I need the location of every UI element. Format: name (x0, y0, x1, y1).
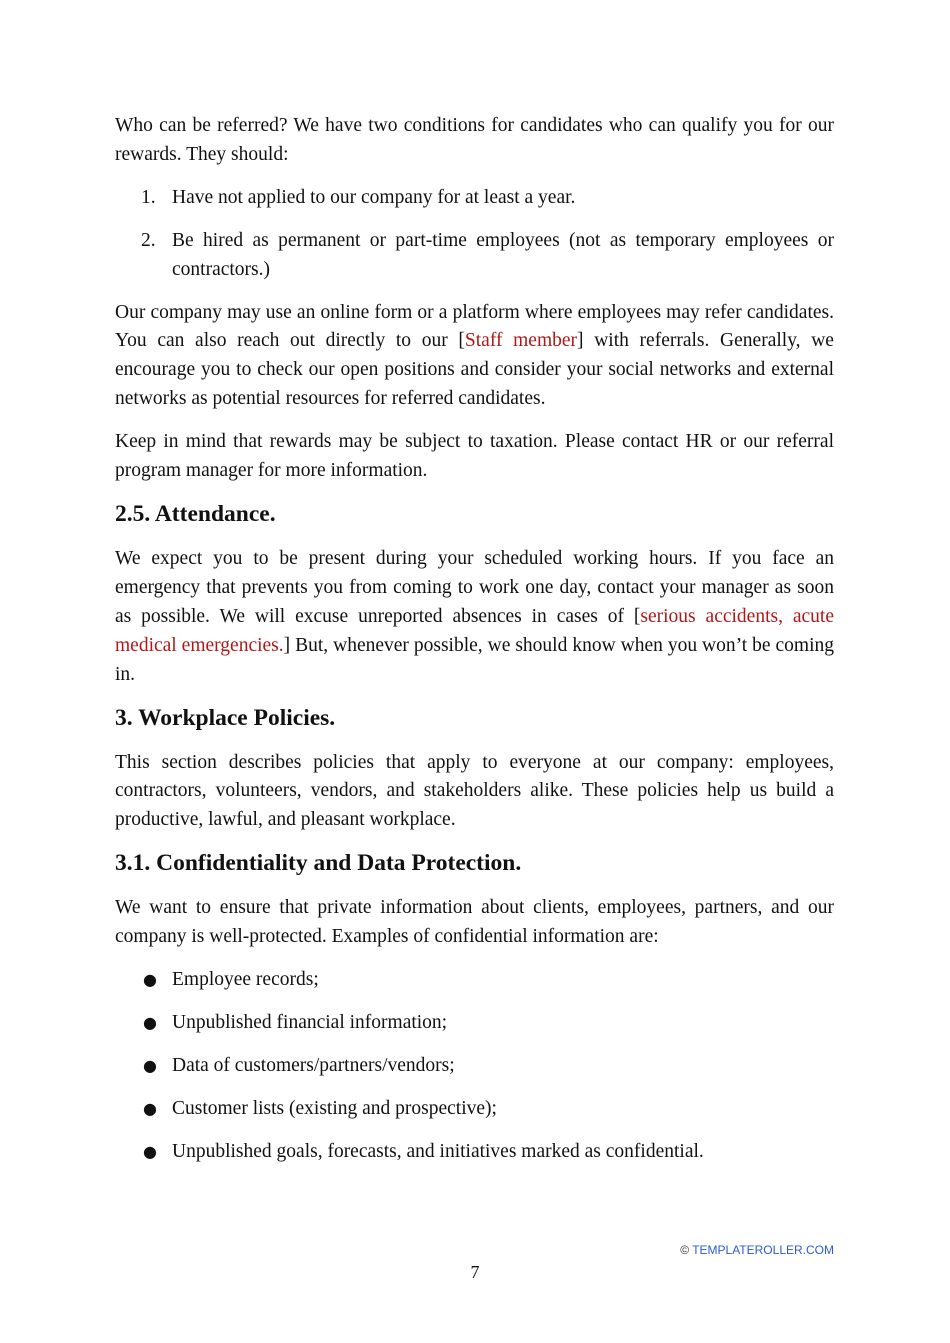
list-item (115, 1009, 834, 1038)
bullet-icon: ● (143, 970, 157, 990)
attendance-paragraph: We expect you to be present during your scheduled working hours. If you face an emergency that prevents you from coming to work one day, contact your manager as soon as possible. We will excuse unreported absences in cases of [serious accidents, acute medical emergencies.] But, whenever possible, we should know when you won’t be coming in. (115, 547, 835, 685)
list-item-text: Unpublished financial information; (172, 1011, 448, 1033)
list-marker: 1. (141, 186, 156, 208)
list-item (115, 1095, 834, 1124)
list-marker: 2. (141, 229, 156, 251)
list-item (115, 1052, 834, 1081)
bullet-icon: ● (143, 1141, 157, 1161)
confidentiality-paragraph: We want to ensure that private information about clients, employees, partners, and our company is well-protected. Examples of confidential information are: (115, 897, 834, 948)
list-item (115, 227, 834, 285)
referral-intro-paragraph: Who can be referred? We have two conditions for candidates who can qualify you for our rewards. They should: (115, 115, 834, 165)
copyright-icon: © (680, 1243, 690, 1257)
document-page (115, 112, 834, 1181)
referral-channels-paragraph: Our company may use an online form or a platform where employees may refer candidates. You can also reach out directly to our [Staff member] with referrals. Generally, we encourage you to check our open positions and consider your social networks and external networks as potential resources for referred candidates. (115, 301, 834, 410)
referral-conditions-list (115, 184, 834, 285)
list-item (115, 966, 834, 995)
staff-member-placeholder: Staff member (464, 330, 578, 352)
templateroller-link[interactable]: TEMPLATEROLLER.COM (692, 1243, 834, 1257)
confidential-info-list (115, 966, 834, 1167)
bullet-icon: ● (143, 1098, 157, 1118)
list-item-text: Customer lists (existing and prospective); (172, 1097, 497, 1119)
list-item-text: Unpublished goals, forecasts, and initiatives marked as confidential. (172, 1140, 704, 1162)
list-item (115, 1138, 834, 1167)
list-item-text: Have not applied to our company for at least a year. (172, 186, 576, 208)
attendance-heading: 2.5. Attendance. (115, 500, 276, 527)
list-item-text: Be hired as permanent or part-time employees (not as temporary employees or contractors.) (172, 229, 834, 280)
workplace-policies-paragraph: This section describes policies that apply to everyone at our company: employees, contractors, volunteers, vendors, and stakeholders alike. These policies help us build a productive, lawful, and pleasant workplace. (115, 751, 834, 831)
list-item-text: Data of customers/partners/vendors; (172, 1054, 455, 1076)
bullet-icon: ● (143, 1012, 157, 1032)
list-item-text: Employee records; (172, 969, 319, 991)
bullet-icon: ● (143, 1055, 157, 1075)
page-number: 7 (470, 1262, 480, 1282)
absence-cases-placeholder: serious accidents, acute medical emergencies. (115, 605, 835, 656)
confidentiality-heading: 3.1. Confidentiality and Data Protection. (115, 850, 522, 877)
list-item (115, 184, 834, 213)
taxation-paragraph: Keep in mind that rewards may be subject to taxation. Please contact HR or our referral program manager for more information. (115, 431, 834, 482)
workplace-policies-heading: 3. Workplace Policies. (115, 704, 336, 731)
footer-credit (680, 1243, 834, 1257)
